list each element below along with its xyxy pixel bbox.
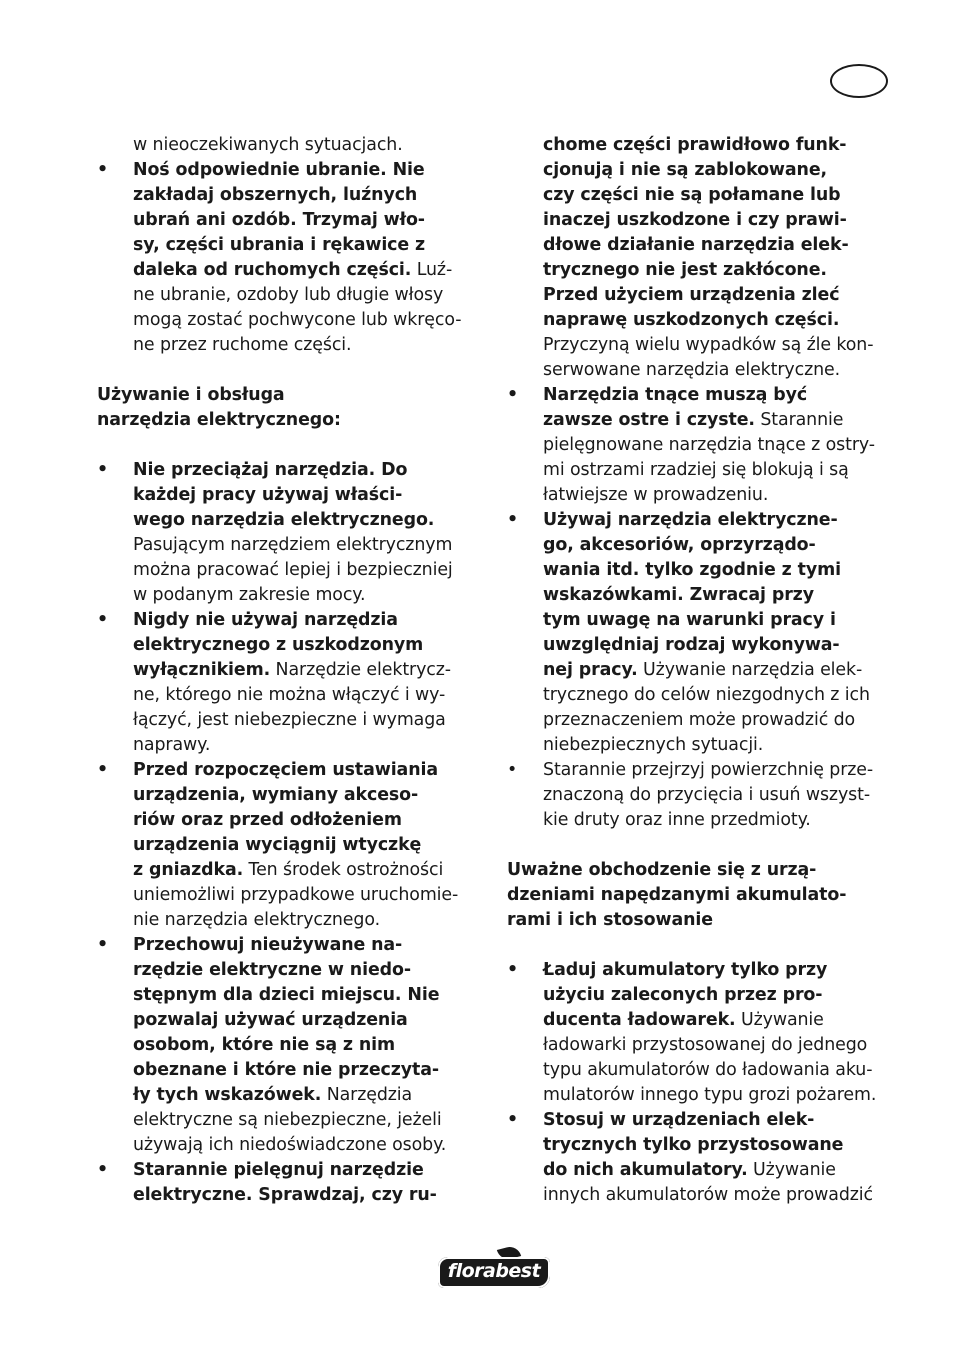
text-line: pielęgnowane narzędzia tnące z ostry-	[543, 435, 875, 455]
list-item-overload	[97, 458, 487, 608]
bold-line: stępnym dla dzieci miejscu. Nie	[133, 985, 440, 1005]
text-line: Przyczyną wielu wypadków są źle kon-	[543, 335, 874, 355]
bullet-icon: •	[97, 160, 109, 180]
bold-line: cjonują i nie są zablokowane,	[543, 160, 828, 180]
list-item-inspect	[507, 758, 899, 833]
bold-line: zakładaj obszernych, luźnych	[133, 185, 418, 205]
bullet-icon: •	[97, 610, 109, 630]
text-line: ne, którego nie można włączyć i wy-	[133, 685, 446, 705]
bullet-icon: •	[97, 935, 109, 955]
bullet-icon: •	[507, 760, 518, 780]
text-line: serwowane narzędzia elektryczne.	[543, 360, 841, 380]
bold-text: nej pracy.	[543, 660, 638, 680]
bold-text: z gniazdka.	[133, 860, 244, 880]
text-line: mogą zostać pochwycone lub wkręco-	[133, 310, 462, 330]
text-line: używają ich niedoświadczone osoby.	[133, 1135, 447, 1155]
section-heading: Uważne obchodzenie się z urzą-	[507, 860, 817, 880]
list-item-storage	[97, 933, 487, 1158]
bold-line: wania itd. tylko zgodnie z tymi	[543, 560, 841, 580]
bold-line: trycznego nie jest zakłócone.	[543, 260, 827, 280]
bold-line: urządzenia, wymiany akceso-	[133, 785, 419, 805]
bold-line: Stosuj w urządzeniach elek-	[543, 1110, 815, 1130]
bold-line: Starannie pielęgnuj narzędzie	[133, 1160, 424, 1180]
normal-text: Starannie	[754, 410, 844, 430]
bold-line: trycznych tylko przystosowane	[543, 1135, 844, 1155]
bold-line: Przed rozpoczęciem ustawiania	[133, 760, 438, 780]
bold-line: wskazówkami. Zwracaj przy	[543, 585, 814, 605]
logo-text: florabest	[447, 1260, 541, 1282]
language-badge	[830, 64, 888, 98]
text-line: znaczoną do przycięcia i usuń wszyst-	[543, 785, 871, 805]
section-heading: Używanie i obsługa	[97, 385, 285, 405]
list-item-sharp	[507, 383, 899, 508]
bullet-icon: •	[97, 1160, 109, 1180]
text-line: innych akumulatorów może prowadzić	[543, 1185, 873, 1205]
normal-text: Używanie	[747, 1160, 836, 1180]
normal-text: Luź-	[411, 260, 453, 280]
text-line: mi ostrzami rzadziej się blokują i są	[543, 460, 849, 480]
bold-text: ducenta ładowarek.	[543, 1010, 736, 1030]
text-line: łatwiejsze w prowadzeniu.	[543, 485, 769, 505]
normal-text: Ten środek ostrożności	[243, 860, 444, 880]
text-line: typu akumulatorów do ładowania aku-	[543, 1060, 873, 1080]
normal-text: Narzędzie elektrycz-	[270, 660, 451, 680]
bold-line: uwzględniaj rodzaj wykonywa-	[543, 635, 840, 655]
bold-line: riów oraz przed odłożeniem	[133, 810, 402, 830]
bold-line: użyciu zaleconych przez pro-	[543, 985, 823, 1005]
list-item-switch	[97, 608, 487, 758]
text-line: nie narzędzia elektrycznego.	[133, 910, 380, 930]
bold-text: zawsze ostre i czyste.	[543, 410, 755, 430]
bold-line: Przechowuj nieużywane na-	[133, 935, 403, 955]
bold-line: Nie przeciążaj narzędzia. Do	[133, 460, 408, 480]
text-line: ładowarki przystosowanej do jednego	[543, 1035, 868, 1055]
bullet-icon: •	[97, 760, 109, 780]
list-item-unplug	[97, 758, 487, 933]
text-line: ne przez ruchome części.	[133, 335, 352, 355]
bold-line: Narzędzia tnące muszą być	[543, 385, 808, 405]
normal-text: Używanie	[735, 1010, 824, 1030]
continuation-line: w nieoczekiwanych sytuacjach.	[133, 135, 403, 155]
left-column	[97, 133, 487, 1208]
bold-line: dłowe działanie narzędzia elek-	[543, 235, 849, 255]
list-item-care	[97, 1158, 487, 1208]
bold-text: wyłącznikiem.	[133, 660, 271, 680]
bullet-icon: •	[97, 460, 109, 480]
normal-text: Narzędzia	[321, 1085, 413, 1105]
bullet-icon: •	[507, 385, 519, 405]
bold-line: Przed użyciem urządzenia zleć	[543, 285, 840, 305]
bold-text: do nich akumulatory.	[543, 1160, 748, 1180]
text-line: trycznego do celów niezgodnych z ich	[543, 685, 870, 705]
text-line: łączyć, jest niebezpieczne i wymaga	[133, 710, 446, 730]
right-column	[507, 133, 899, 1208]
continued-item-care	[507, 133, 899, 383]
florabest-logo	[438, 1247, 550, 1288]
text-line: ne ubranie, ozdoby lub długie włosy	[133, 285, 444, 305]
bullet-icon: •	[507, 1110, 519, 1130]
bold-text: ły tych wskazówek.	[133, 1085, 322, 1105]
bold-line: elektrycznego z uszkodzonym	[133, 635, 424, 655]
text-line: w podanym zakresie mocy.	[133, 585, 366, 605]
text-line: można pracować lepiej i bezpieczniej	[133, 560, 453, 580]
text-line: naprawy.	[133, 735, 211, 755]
bold-line: Nigdy nie używaj narzędzia	[133, 610, 398, 630]
section-heading: narzędzia elektrycznego:	[97, 410, 341, 430]
text-line: kie druty oraz inne przedmioty.	[543, 810, 811, 830]
list-item-clothing	[97, 158, 487, 358]
text-line: mulatorów innego typu grozi pożarem.	[543, 1085, 877, 1105]
bold-line: czy części nie są połamane lub	[543, 185, 841, 205]
bold-line: go, akcesoriów, oprzyrządo-	[543, 535, 816, 555]
list-item-use	[507, 508, 899, 758]
section-heading: rami i ich stosowanie	[507, 910, 713, 930]
bold-line: chome części prawidłowo funk-	[543, 135, 847, 155]
normal-text: Używanie narzędzia elek-	[637, 660, 863, 680]
section-heading: dzeniami napędzanymi akumulato-	[507, 885, 847, 905]
bold-line: osobom, które nie są z nim	[133, 1035, 396, 1055]
list-item-charge	[507, 958, 899, 1108]
bold-line: Noś odpowiednie ubranie. Nie	[133, 160, 425, 180]
bold-line: każdej pracy używaj właści-	[133, 485, 403, 505]
text-line: Starannie przejrzyj powierzchnię prze-	[543, 760, 874, 780]
text-line: uniemożliwi przypadkowe uruchomie-	[133, 885, 459, 905]
bold-line: sy, części ubrania i rękawice z	[133, 235, 426, 255]
bold-line: ubrań ani ozdób. Trzymaj wło-	[133, 210, 425, 230]
bold-line: wego narzędzia elektrycznego.	[133, 510, 435, 530]
bold-line: pozwalaj używać urządzenia	[133, 1010, 408, 1030]
bold-line: elektryczne. Sprawdzaj, czy ru-	[133, 1185, 437, 1205]
bold-line: urządzenia wyciągnij wtyczkę	[133, 835, 422, 855]
bold-line: inaczej uszkodzone i czy prawi-	[543, 210, 847, 230]
bold-line: Używaj narzędzia elektryczne-	[543, 510, 838, 530]
bold-line: tym uwagę na warunki pracy i	[543, 610, 836, 630]
text-line: niebezpiecznych sytuacji.	[543, 735, 764, 755]
bold-text: daleka od ruchomych części.	[133, 260, 412, 280]
text-line: elektryczne są niebezpieczne, jeżeli	[133, 1110, 442, 1130]
bold-line: obeznane i które nie przeczyta-	[133, 1060, 439, 1080]
bullet-icon: •	[507, 960, 519, 980]
bold-line: naprawę uszkodzonych części.	[543, 310, 840, 330]
bold-line: rzędzie elektryczne w niedo-	[133, 960, 411, 980]
text-line: przeznaczeniem może prowadzić do	[543, 710, 856, 730]
text-line: Pasującym narzędziem elektrycznym	[133, 535, 453, 555]
bold-line: Ładuj akumulatory tylko przy	[543, 960, 828, 980]
bullet-icon: •	[507, 510, 519, 530]
list-item-batteries	[507, 1108, 899, 1208]
